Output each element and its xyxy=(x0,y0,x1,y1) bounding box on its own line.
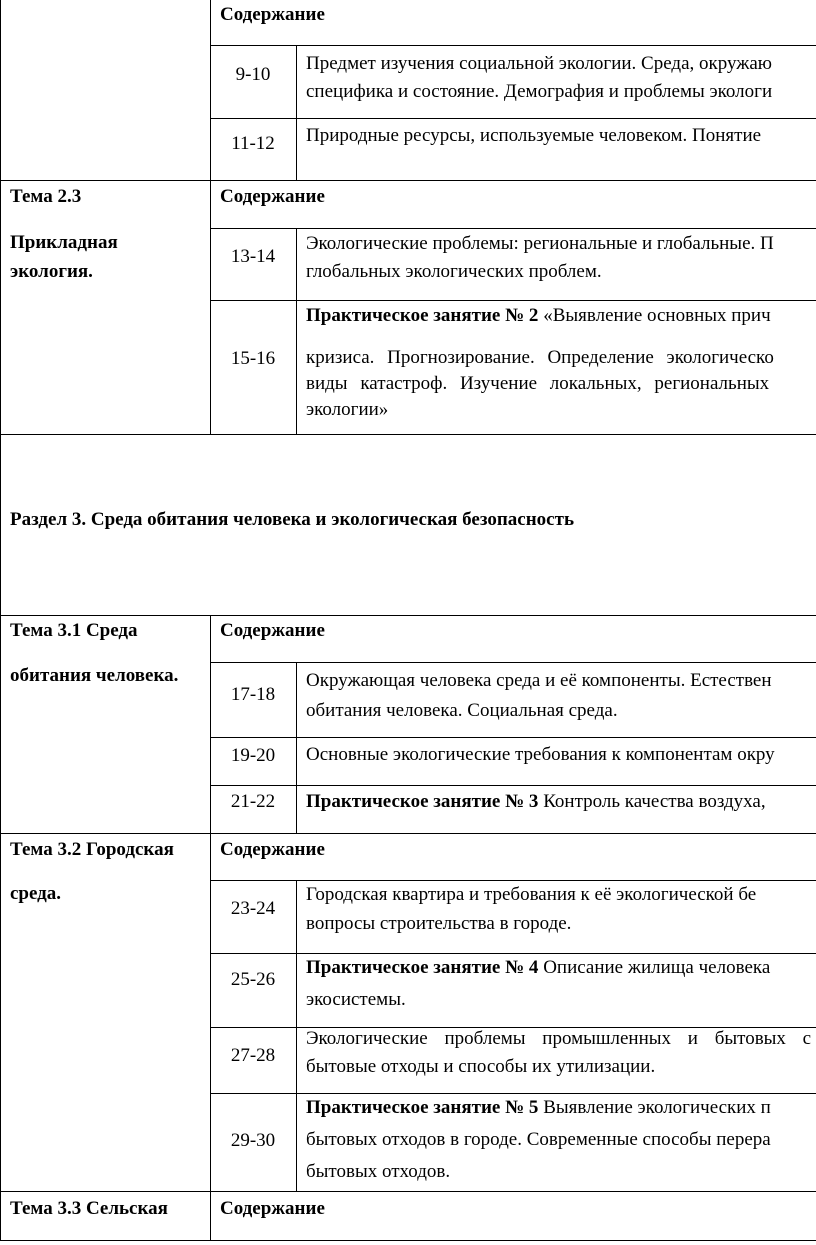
text-line: виды катастроф. Изучение локальных, региональных xyxy=(306,373,770,394)
practice-label: Практическое занятие № 3 xyxy=(306,791,539,812)
hours-cell: 19-20 xyxy=(230,745,276,766)
table-rule xyxy=(296,45,297,181)
table-rule xyxy=(210,228,816,229)
topic-title: Тема 3.1 Среда xyxy=(10,620,138,641)
hours-cell: 11-12 xyxy=(231,133,275,154)
text-line: кризиса. Прогнозирование. Определение экологическо xyxy=(306,347,774,368)
topic-title: обитания человека. xyxy=(10,665,179,686)
content-header: Содержание xyxy=(220,4,325,25)
text-line: Предмет изучения социальной экологии. Среда, окружаю xyxy=(306,53,772,74)
table-rule xyxy=(0,180,816,181)
hours-cell: 15-16 xyxy=(230,348,276,369)
topic-text xyxy=(306,50,816,110)
text-line: вопросы строительства в городе. xyxy=(306,913,572,934)
text-line: экосистемы. xyxy=(306,989,406,1010)
text-span: «Выявление основных прич xyxy=(538,305,771,326)
table-rule xyxy=(0,1240,816,1241)
topic-title: Тема 3.2 Городская xyxy=(10,839,174,860)
practice-label: Практическое занятие № 5 xyxy=(306,1097,539,1118)
table-rule xyxy=(210,662,816,663)
table-rule xyxy=(296,662,297,834)
table-rule xyxy=(0,615,816,616)
table-rule xyxy=(0,1191,816,1192)
table-rule xyxy=(296,880,297,1192)
text-line: специфика и состояние. Демография и проблемы экологи xyxy=(306,81,773,102)
topic-text xyxy=(306,667,816,729)
topic-title: среда. xyxy=(10,883,62,904)
table-rule xyxy=(210,785,816,786)
hours-cell: 29-30 xyxy=(230,1130,276,1151)
topic-title: Тема 3.3 Сельская xyxy=(10,1198,168,1219)
content-header: Содержание xyxy=(220,186,325,207)
section-title: Раздел 3. Среда обитания человека и экологическая безопасность xyxy=(10,509,574,530)
table-rule xyxy=(0,434,1,616)
text-line: бытовых отходов. xyxy=(306,1161,451,1182)
content-header: Содержание xyxy=(220,620,325,641)
table-rule xyxy=(0,0,1,435)
topic-text xyxy=(306,122,816,154)
text-line: Природные ресурсы, используемые человеком. Понятие xyxy=(306,125,762,146)
hours-cell: 25-26 xyxy=(230,969,276,990)
hours-cell: 9-10 xyxy=(235,64,271,85)
hours-cell: 23-24 xyxy=(230,898,276,919)
text-line: Экологические проблемы: региональные и глобальные. П xyxy=(306,233,774,254)
topic-text xyxy=(306,954,816,1018)
text-span: Выявление экологических п xyxy=(538,1097,771,1118)
table-rule xyxy=(296,228,297,435)
hours-cell: 13-14 xyxy=(230,246,276,267)
topic-text xyxy=(306,788,816,820)
table-rule xyxy=(210,45,816,46)
content-header: Содержание xyxy=(220,1198,325,1219)
topic-title: экология. xyxy=(10,261,93,282)
text-line xyxy=(306,788,816,816)
topic-title: Прикладная xyxy=(10,232,118,253)
table-rule xyxy=(0,434,816,435)
content-header: Содержание xyxy=(220,839,325,860)
topic-text xyxy=(306,881,816,943)
table-rule xyxy=(0,833,816,834)
text-line: экологии» xyxy=(306,399,389,420)
text-line: бытовых отходов в городе. Современные способы перера xyxy=(306,1129,771,1150)
table-rule xyxy=(210,737,816,738)
text-line: Городская квартира и требования к её экологической бе xyxy=(306,884,757,905)
text-span: Описание жилища человека xyxy=(538,957,771,978)
practice-label: Практическое занятие № 2 xyxy=(306,305,539,326)
topic-text xyxy=(306,302,816,432)
text-line: глобальных экологических проблем. xyxy=(306,261,602,282)
text-line: обитания человека. Социальная среда. xyxy=(306,700,618,721)
topic-text xyxy=(306,741,816,773)
topic-text xyxy=(306,230,816,290)
text-span: Контроль качества воздуха, xyxy=(538,791,766,812)
text-line: Экологические проблемы промышленных и бытовых с xyxy=(306,1028,812,1049)
text-line xyxy=(306,954,816,982)
text-line: Окружающая человека среда и её компоненты. Естествен xyxy=(306,670,772,691)
hours-cell: 27-28 xyxy=(230,1045,276,1066)
topic-text xyxy=(306,1025,816,1085)
practice-label: Практическое занятие № 4 xyxy=(306,957,539,978)
topic-title: Тема 2.3 xyxy=(10,186,82,207)
hours-cell: 17-18 xyxy=(230,684,276,705)
text-line: Основные экологические требования к компонентам окру xyxy=(306,744,775,765)
hours-cell: 21-22 xyxy=(230,791,276,812)
text-line: бытовые отходы и способы их утилизации. xyxy=(306,1056,656,1077)
table-rule xyxy=(210,300,816,301)
topic-text xyxy=(306,1094,816,1186)
text-line xyxy=(306,1094,816,1122)
table-rule xyxy=(210,118,816,119)
table-rule xyxy=(0,615,1,1241)
text-line xyxy=(306,302,816,330)
